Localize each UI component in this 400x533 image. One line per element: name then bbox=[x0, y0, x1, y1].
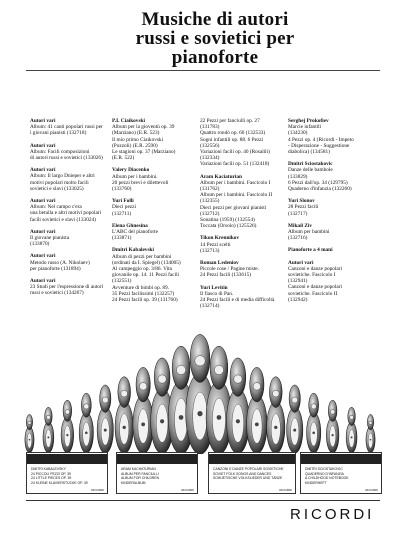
book-title-line: 24 LITTLE PIECES OP. 39 bbox=[31, 476, 72, 480]
entry-line: (132712) bbox=[200, 210, 220, 217]
title-line-1: Musiche di autori bbox=[141, 9, 289, 30]
entry-composer: Mikail Ziv bbox=[288, 222, 312, 229]
entry-composer: Dmitri Kabalevski bbox=[112, 247, 154, 254]
entry-line: 24 Pezzi facili op. 39 (131760) bbox=[112, 297, 178, 304]
title-line-2: russi e sovietici per bbox=[135, 28, 295, 49]
title-line-3: pianoforte bbox=[171, 47, 259, 68]
catalog-entry bbox=[30, 198, 110, 223]
entry-line: (133829) bbox=[288, 173, 308, 180]
book-title-line: KINDERHEFT bbox=[305, 480, 327, 485]
entry-line: Album per i bambini. bbox=[112, 173, 158, 180]
book-cover bbox=[116, 452, 198, 494]
catalog-entry bbox=[30, 143, 110, 162]
entry-line: 20 pezzi brevi e dilettevoli bbox=[112, 179, 169, 186]
entry-line: (134230) bbox=[288, 130, 308, 137]
catalog-entry bbox=[200, 260, 285, 279]
matryoshka-doll bbox=[226, 358, 249, 454]
catalog-column-2 bbox=[112, 118, 192, 309]
entry-line: di autori russi e sovietici (133026) bbox=[30, 155, 103, 162]
book-title-line: SOWJETISCHE VOLKSLIEDER UND TÄNZE bbox=[213, 476, 283, 480]
entry-composer: Autori vari bbox=[30, 118, 56, 124]
entry-composer: Autori vari bbox=[30, 253, 56, 260]
catalog-entry bbox=[200, 118, 285, 168]
entry-line: Danze delle bambole bbox=[288, 167, 333, 174]
entry-line: (131762) bbox=[200, 186, 220, 193]
entry-line: Sonatina (1959) (132554) bbox=[200, 217, 255, 224]
entry-line: (132714) bbox=[200, 303, 220, 310]
entry-line: Sogni infantili op. 88. 6 Pezzi bbox=[200, 136, 264, 143]
entry-composer: Autori vari bbox=[288, 259, 314, 266]
book-stripe bbox=[117, 454, 197, 464]
catalog-entry bbox=[288, 223, 378, 242]
entry-line: Le stagioni op. 37 (Marziano) bbox=[112, 149, 176, 156]
entry-line: (133871) bbox=[112, 235, 132, 242]
entry-composer: Roman Ledeniov bbox=[200, 260, 239, 267]
book-cover bbox=[208, 452, 296, 494]
book-title-line: ALBUM FOR CHILDREN bbox=[121, 476, 160, 480]
matryoshka-doll bbox=[307, 393, 321, 453]
entry-line: (132556) bbox=[200, 142, 220, 149]
catalog-entry bbox=[30, 118, 110, 137]
entry-composer: Yuri Slonov bbox=[288, 198, 315, 205]
entry-line: L'ABC del pianoforte bbox=[112, 229, 158, 236]
matryoshka-doll bbox=[79, 393, 93, 453]
book-title-line: DMITRI KABALEVSKY bbox=[31, 467, 66, 471]
entry-line: una betulla e altri motivi popolari bbox=[30, 210, 102, 217]
matryoshka-dolls-illustration bbox=[0, 304, 400, 454]
featured-books bbox=[0, 452, 400, 494]
entry-composer: Serghej Prokofiev bbox=[288, 118, 329, 124]
entry-line: sovietiche. Fascicolo II bbox=[288, 290, 338, 297]
catalog-entry bbox=[112, 167, 192, 192]
entry-line: Il giovane pianista bbox=[30, 235, 70, 242]
entry-line: 14 Pezzi scelti bbox=[200, 241, 231, 248]
entry-line: Toccata (Orsolo) (125526) bbox=[200, 223, 257, 230]
catalog-entry bbox=[112, 247, 192, 303]
catalog-column-1 bbox=[30, 118, 110, 303]
book-title-line: 24 KLEINE KLAVIERSTÜCKE OP. 39 bbox=[31, 480, 88, 485]
entry-composer: Dmitri Sciostakovic bbox=[288, 161, 333, 168]
entry-composer: Pianoforte a 4 mani bbox=[288, 247, 333, 254]
entry-line: Album: Nel campo c'era bbox=[30, 204, 82, 211]
entry-composer: Tikon Krennikov bbox=[200, 235, 240, 242]
catalog-column-4 bbox=[288, 118, 378, 309]
entry-line: sovietiche. Fascicolo I bbox=[288, 272, 336, 279]
entry-line: Canzoni e danze popolari bbox=[288, 284, 342, 291]
matryoshka-doll bbox=[97, 385, 113, 453]
matryoshka-doll bbox=[247, 367, 268, 453]
entry-line: 23 Studi per l'espressione di autori bbox=[30, 284, 104, 291]
matryoshka-doll bbox=[115, 377, 133, 454]
entry-line: 28 Pezzi facili bbox=[288, 204, 319, 211]
entry-line: 35 Pezzi facilissimi (132257) bbox=[112, 290, 175, 297]
book-title-line: SOVIET FOLK SONGS AND DANCES bbox=[213, 471, 272, 476]
entry-composer: Autori vari bbox=[30, 142, 56, 149]
entry-line: (132355) bbox=[200, 198, 220, 205]
book-cover bbox=[300, 452, 382, 494]
entry-line: Piccole cose / Pagine miste. bbox=[200, 266, 259, 273]
entry-line: (Marziano) (E.R. 523) bbox=[112, 130, 160, 137]
matryoshka-doll bbox=[287, 385, 303, 453]
book-title-line: ALBUM PER FANCIULLI bbox=[121, 471, 159, 476]
entry-line: Avventure di bimbi op. 89. bbox=[112, 284, 169, 291]
entry-line: Canzoni e danze popolari bbox=[288, 265, 342, 272]
entry-line: (132551) bbox=[112, 278, 132, 285]
entry-composer: Aram Kaciaturian bbox=[200, 173, 242, 180]
entry-composer: Autori vari bbox=[30, 198, 56, 205]
book-publisher: RICORDI bbox=[91, 488, 104, 492]
book-title-line: KINDERALBUM bbox=[121, 480, 146, 485]
footer-divider bbox=[26, 500, 380, 501]
catalog-entry bbox=[288, 247, 378, 253]
entry-composer: Elena Ghnesina bbox=[112, 222, 148, 229]
entry-line: Il mio primo Ciaikovski bbox=[112, 136, 164, 143]
book-cover bbox=[26, 452, 108, 494]
catalog-entry bbox=[30, 167, 110, 192]
book-publisher: RICORDI bbox=[279, 488, 292, 492]
entry-line: (132717) bbox=[288, 210, 308, 217]
entry-line: (132942) bbox=[288, 296, 308, 303]
entry-line: Album: 41 canti popolari russi per bbox=[30, 124, 103, 131]
entry-composer: Yuri Folli bbox=[112, 198, 134, 205]
entry-line: Metodo russo (A. Nikolaev) bbox=[30, 259, 90, 266]
matryoshka-doll bbox=[326, 400, 339, 453]
entry-line: diabolica) (134581) bbox=[288, 149, 330, 156]
matryoshka-doll bbox=[346, 407, 357, 453]
book-publisher: RICORDI bbox=[365, 488, 378, 492]
entry-line: 22 Pezzi per fanciulli op. 27 bbox=[200, 118, 260, 124]
catalog-entry bbox=[288, 161, 378, 192]
matryoshka-doll bbox=[43, 407, 54, 453]
entry-line: motivi popolari molto facili bbox=[30, 179, 89, 186]
entry-line: (132334) bbox=[200, 155, 220, 162]
book-stripe bbox=[209, 454, 295, 464]
entry-line: Al campeggio op. 3/86. Vita bbox=[112, 266, 172, 273]
catalog-entry bbox=[288, 198, 378, 217]
entry-line: sovietici e slavi (133025) bbox=[30, 185, 84, 192]
catalog-entry bbox=[288, 118, 378, 155]
entry-line: (ordinati da I. Spiegel) (134005) bbox=[112, 259, 181, 266]
catalog-entry bbox=[112, 198, 192, 217]
entry-line: (132941) bbox=[288, 278, 308, 285]
entry-line: Album per bambini bbox=[288, 229, 330, 236]
entry-line: Album: Il largo Dnieper e altri bbox=[30, 173, 95, 180]
entry-line: 24 Pezzi facili e di media difficoltà bbox=[200, 297, 275, 304]
matryoshka-doll bbox=[366, 414, 375, 452]
entry-line: Quaderno d'infanzia (132260) bbox=[288, 186, 352, 193]
catalog-entry bbox=[112, 223, 192, 242]
book-title-line: CANZONI E DANZE POPOLARI SOVIETICHE bbox=[213, 467, 284, 471]
entry-line: 24 Pezzi facili (133615) bbox=[200, 272, 252, 279]
book-title-line: DMITRI SCIOSTAKOVIC bbox=[305, 467, 343, 471]
entry-line: i giovani pianisti (132718) bbox=[30, 130, 87, 137]
catalog-entry bbox=[30, 278, 110, 297]
entry-line: (131783) bbox=[200, 124, 220, 131]
book-title-line: 24 PICCOLI PEZZI OP. 39 bbox=[31, 471, 71, 476]
catalog-entry bbox=[112, 118, 192, 161]
entry-line: Variazioni facili op. 51 (132418) bbox=[200, 161, 270, 168]
matryoshka-doll bbox=[267, 377, 285, 454]
entry-line: Variazioni facili op. 40 (Rosalili) bbox=[200, 149, 270, 156]
entry-composer: Autori vari bbox=[30, 228, 56, 235]
publisher-logo: RICORDI bbox=[290, 506, 375, 523]
book-title-line: A CHILDHOOD NOTEBOOK bbox=[305, 476, 349, 480]
entry-line: giovanile op. 14. 11 Pezzi facili bbox=[112, 272, 180, 279]
entry-line: (132713) bbox=[200, 247, 220, 254]
entry-composer: Autori vari bbox=[30, 278, 56, 285]
entry-composer: P.I. Ciaikovski bbox=[112, 118, 145, 124]
entry-line: Dieci pezzi per giovani pianisti bbox=[200, 204, 267, 211]
catalog-entry bbox=[200, 235, 285, 254]
entry-line: (132716) bbox=[288, 235, 308, 242]
title-divider bbox=[26, 70, 380, 71]
entry-line: Album di pezzi per bambini bbox=[112, 253, 172, 260]
entry-line: Album per i bambini. Fascicolo I bbox=[200, 179, 271, 186]
entry-line: (Pozzoli) (E.R. 2590) bbox=[112, 142, 158, 149]
catalog-entry bbox=[288, 260, 378, 303]
book-stripe bbox=[301, 454, 381, 464]
entry-line: (133870) bbox=[30, 241, 50, 248]
book-title-line: QUADERNO D'INFANZIA bbox=[305, 471, 344, 476]
catalog-entry bbox=[30, 229, 110, 248]
entry-line: Marcie infantili bbox=[288, 124, 322, 131]
entry-line: facili sovietici e slavi (133024) bbox=[30, 216, 96, 223]
entry-line: Il fiasco di Pan. bbox=[200, 290, 234, 297]
catalog-column-3 bbox=[200, 118, 285, 315]
entry-line: (E.R. 522) bbox=[112, 155, 135, 162]
entry-line: Album: Facili composizioni bbox=[30, 148, 90, 155]
entry-line: 4 Pezzi op. 4 (Ricordi - Impeto bbox=[288, 136, 354, 143]
catalog-entry bbox=[200, 174, 285, 230]
entry-line: (133760) bbox=[112, 186, 132, 193]
entry-composer: Valery Diacenko bbox=[112, 167, 150, 174]
entry-composer: Autori vari bbox=[30, 167, 56, 174]
book-title-line: ARAM KACHATURIAN bbox=[121, 467, 156, 471]
entry-line: russi e sovietici (134267) bbox=[30, 290, 84, 297]
entry-line: (132711) bbox=[112, 210, 132, 217]
entry-line: Quattro rondò op. 60 (132533) bbox=[200, 130, 266, 137]
entry-composer: Yuri Levitin bbox=[200, 284, 228, 291]
entry-line: - Disperazione - Suggestione bbox=[288, 142, 350, 149]
matryoshka-doll bbox=[25, 414, 34, 452]
entry-line: 6 Pezzi dall'op. 34 (129795) bbox=[288, 179, 348, 186]
catalog-entry bbox=[30, 253, 110, 272]
entry-line: Album per la gioventù op. 39 bbox=[112, 124, 175, 131]
book-publisher: RICORDI bbox=[181, 488, 194, 492]
matryoshka-doll bbox=[61, 400, 74, 453]
catalog-title bbox=[100, 10, 330, 67]
entry-line: per pianoforte (131894) bbox=[30, 265, 81, 272]
book-stripe bbox=[27, 454, 107, 464]
entry-line: Dieci pezzi bbox=[112, 204, 136, 211]
matryoshka-doll bbox=[133, 367, 154, 453]
entry-line: Album per i bambini. Fascicolo II bbox=[200, 192, 273, 199]
